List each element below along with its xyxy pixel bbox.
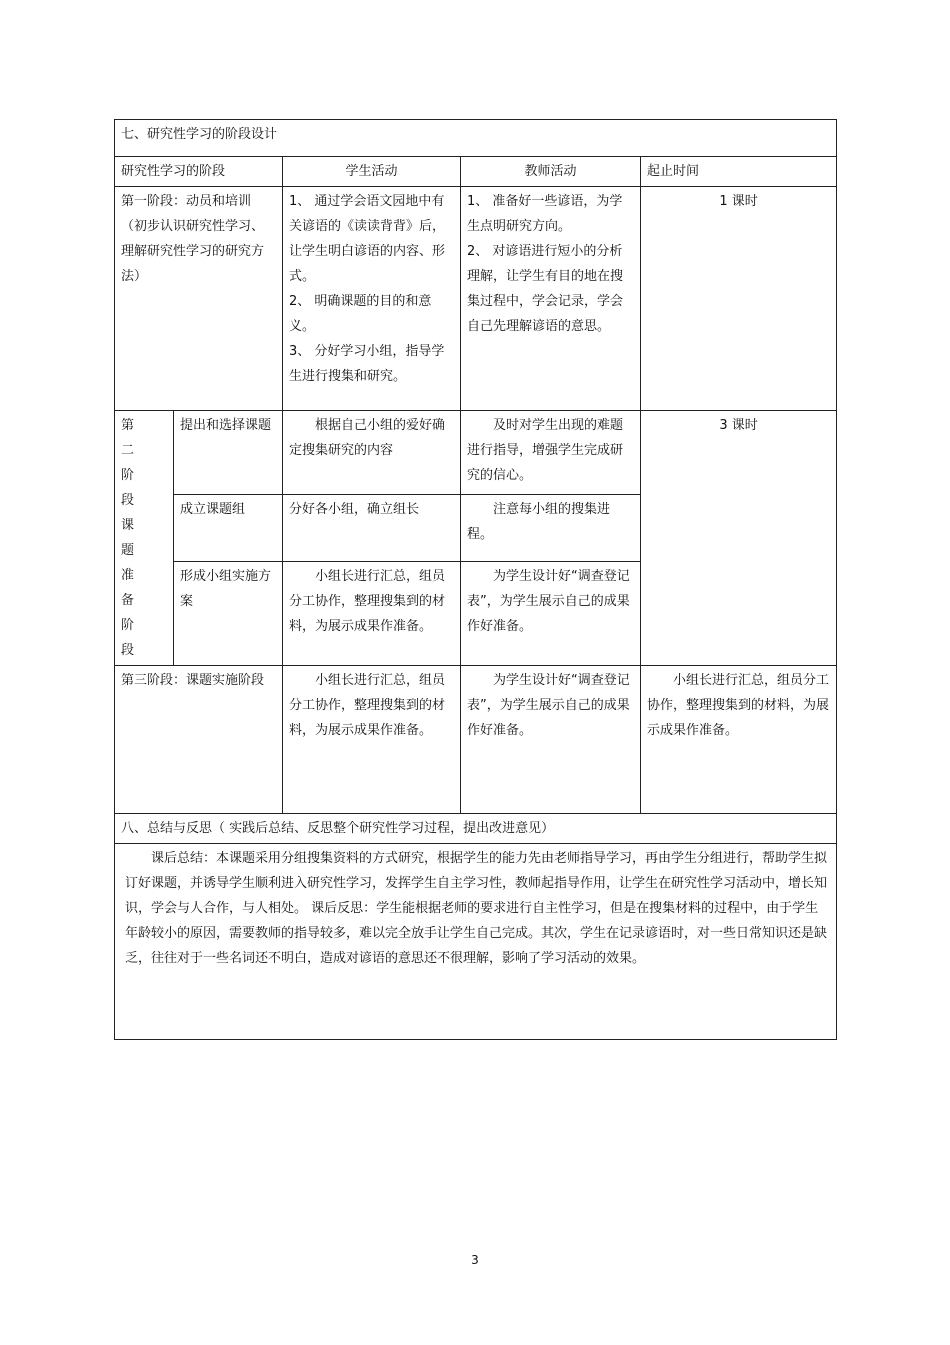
stage1-time: 1 课时 <box>641 187 837 411</box>
stage2-sub: 提出和选择课题 <box>174 411 283 495</box>
stage2-time: 3 课时 <box>641 411 837 666</box>
stage2-student: 根据自己小组的爱好确定搜集研究的内容 <box>283 411 461 495</box>
stage1-student <box>283 187 461 411</box>
stage3-time: 小组长进行汇总，组员分工协作，整理搜集到的材料，为展示成果作准备。 <box>641 666 837 814</box>
header-row <box>115 157 837 187</box>
stage2-row <box>115 411 837 495</box>
section7-row <box>115 120 837 157</box>
section7-title: 七、研究性学习的阶段设计 <box>115 120 837 157</box>
stage1-student-item: 3、 分好学习小组，指导学生进行搜集和研究。 <box>289 344 445 384</box>
stage2-teacher: 为学生设计好“调查登记表”，为学生展示自己的成果作好准备。 <box>461 561 641 665</box>
stage2-teacher: 及时对学生出现的难题进行指导，增强学生完成研究的信心。 <box>461 411 641 495</box>
stage3-student: 小组长进行汇总，组员分工协作，整理搜集到的材料，为展示成果作准备。 <box>283 666 461 814</box>
stage3-row <box>115 666 837 814</box>
stage2-teacher: 注意每小组的搜集进程。 <box>461 495 641 561</box>
stage1-teacher <box>461 187 641 411</box>
stage1-name: 第一阶段：动员和培训（初步认识研究性学习、理解研究性学习的研究方法） <box>115 187 283 411</box>
stage3-teacher: 为学生设计好“调查登记表”，为学生展示自己的成果作好准备。 <box>461 666 641 814</box>
stage1-student-item: 1、 通过学会语文园地中有关谚语的《读读背背》后，让学生明白谚语的内容、形式。 <box>289 194 446 284</box>
stage2-student: 小组长进行汇总，组员分工协作，整理搜集到的材料，为展示成果作准备。 <box>283 561 461 665</box>
header-time: 起止时间 <box>641 157 837 187</box>
stage1-student-item: 2、 明确课题的目的和意义。 <box>289 294 432 334</box>
section8-row <box>115 814 837 844</box>
stage1-teacher-item: 1、 准备好一些谚语，为学生点明研究方向。 <box>467 194 623 234</box>
stage3-name: 第三阶段：课题实施阶段 <box>115 666 283 814</box>
stage1-teacher-item: 2、 对谚语进行短小的分析理解，让学生有目的地在搜集过程中，学会记录，学会自己先理解谚语的意思。 <box>467 244 624 334</box>
summary-text: 课后总结：本课题采用分组搜集资料的方式研究，根据学生的能力先由老师指导学习，再由学生分组进行，帮助学生拟订好课题，并诱导学生顺利进入研究性学习，发挥学生自主学习性，教师起指导作用，让学生在研究性学习活动中，增长知识，学会与人合作，与人相处。 课后反思：学生能根据老师的要求进行自主性学习，但是在搜集材料的过程中，由于学生年龄较小的原因，需要教师的指导较多，难以完全放手让学生自己完成。其次，学生在记录谚语时，对一些日常知识还是缺乏，往往对于一些名词还不明白，造成对谚语的意思还不很理解，影响了学习活动的效果。 <box>115 844 837 1040</box>
header-stage: 研究性学习的阶段 <box>115 157 283 187</box>
stage2-student: 分好各小组，确立组长 <box>283 495 461 561</box>
stage-design-table <box>114 119 837 1040</box>
section8-title: 八、总结与反思（ 实践后总结、反思整个研究性学习过程，提出改进意见） <box>115 814 837 844</box>
summary-row <box>115 844 837 1040</box>
stage2-sub: 形成小组实施方案 <box>174 561 283 665</box>
stage1-row <box>115 187 837 411</box>
stage2-sub: 成立课题组 <box>174 495 283 561</box>
page-number: 3 <box>471 1253 479 1267</box>
header-student: 学生活动 <box>283 157 461 187</box>
stage2-name: 第二阶段课题准备阶段 <box>115 411 174 666</box>
header-teacher: 教师活动 <box>461 157 641 187</box>
